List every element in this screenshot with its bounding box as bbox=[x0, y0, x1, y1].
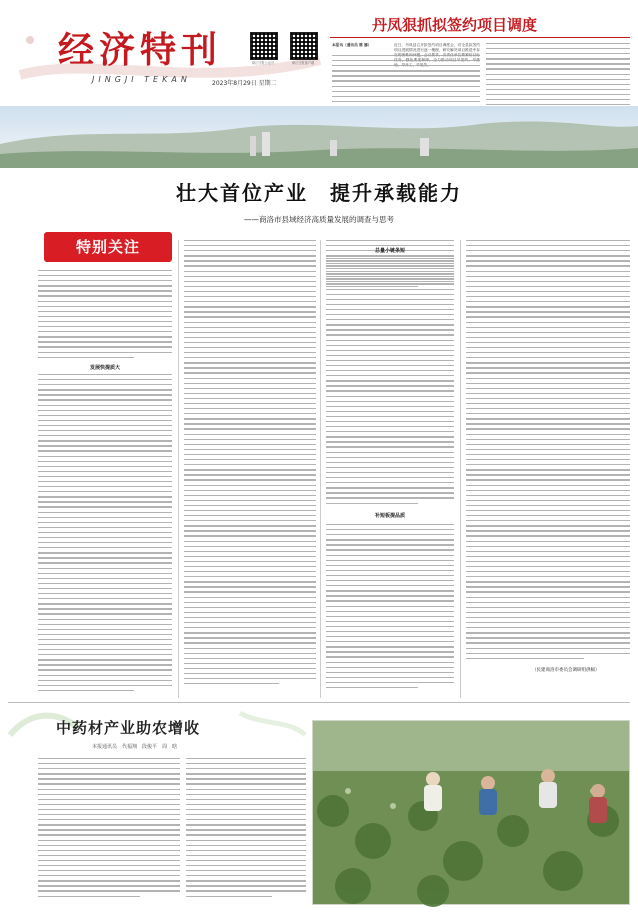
column-divider-3 bbox=[460, 240, 461, 698]
top-article-intro: 近日，丹凤县召开拟签约项目调度会，对全县拟签约项目进展情况进行逐一梳理，研究解决项目推进中存 bbox=[394, 43, 480, 53]
feature-col1-intro bbox=[38, 270, 172, 362]
feature-col4-body bbox=[466, 240, 630, 664]
column-divider-2 bbox=[320, 240, 321, 698]
qr-caption-right: 商丘日报客户端 bbox=[291, 61, 315, 65]
bottom-col2 bbox=[186, 758, 306, 904]
source-note: （民建商洛市委员会调研组供稿） bbox=[532, 668, 600, 673]
special-focus-badge: 特别关注 bbox=[44, 232, 172, 262]
qr-caption-left: 商丘日报公众号 bbox=[251, 61, 275, 65]
section-head-1: 发展快提质大 bbox=[89, 365, 120, 371]
field-workers-photo bbox=[312, 720, 630, 905]
qr-code-left bbox=[250, 32, 278, 60]
qr-code-right bbox=[290, 32, 318, 60]
feature-col1-body bbox=[38, 374, 172, 694]
top-article-byline: 本报讯（通讯员 陈 娜） bbox=[332, 43, 372, 47]
top-article-title: 丹凤狠抓拟签约项目调度 bbox=[372, 16, 538, 34]
feature-title: 壮大首位产业 提升承载能力 bbox=[176, 181, 462, 205]
top-article-rule bbox=[330, 37, 630, 38]
masthead-title: 经济特刊 bbox=[58, 30, 223, 71]
feature-subtitle: ——商洛市县域经济高质量发展的调查与思考 bbox=[244, 215, 394, 224]
bottom-article-byline: 本报通讯员 代福翔 段俊平 周 晗 bbox=[92, 744, 178, 750]
field-workers-illustration bbox=[313, 721, 629, 904]
bottom-col1 bbox=[38, 758, 180, 904]
section-rule bbox=[8, 702, 630, 703]
feature-col2-body bbox=[184, 240, 316, 696]
issue-date: 2023年8月29日 星期二 bbox=[212, 80, 277, 87]
section-head-2: 总量小链条短 bbox=[374, 248, 405, 254]
feature-col3-bottom bbox=[326, 524, 454, 696]
column-divider-1 bbox=[178, 240, 179, 698]
bottom-article-title: 中药材产业助农增收 bbox=[56, 719, 201, 737]
feature-col3-mid bbox=[326, 258, 454, 508]
masthead-pinyin: JINGJI TEKAN bbox=[92, 75, 191, 84]
section-head-3: 补短板提品质 bbox=[374, 513, 405, 519]
banner-photo bbox=[0, 106, 638, 168]
